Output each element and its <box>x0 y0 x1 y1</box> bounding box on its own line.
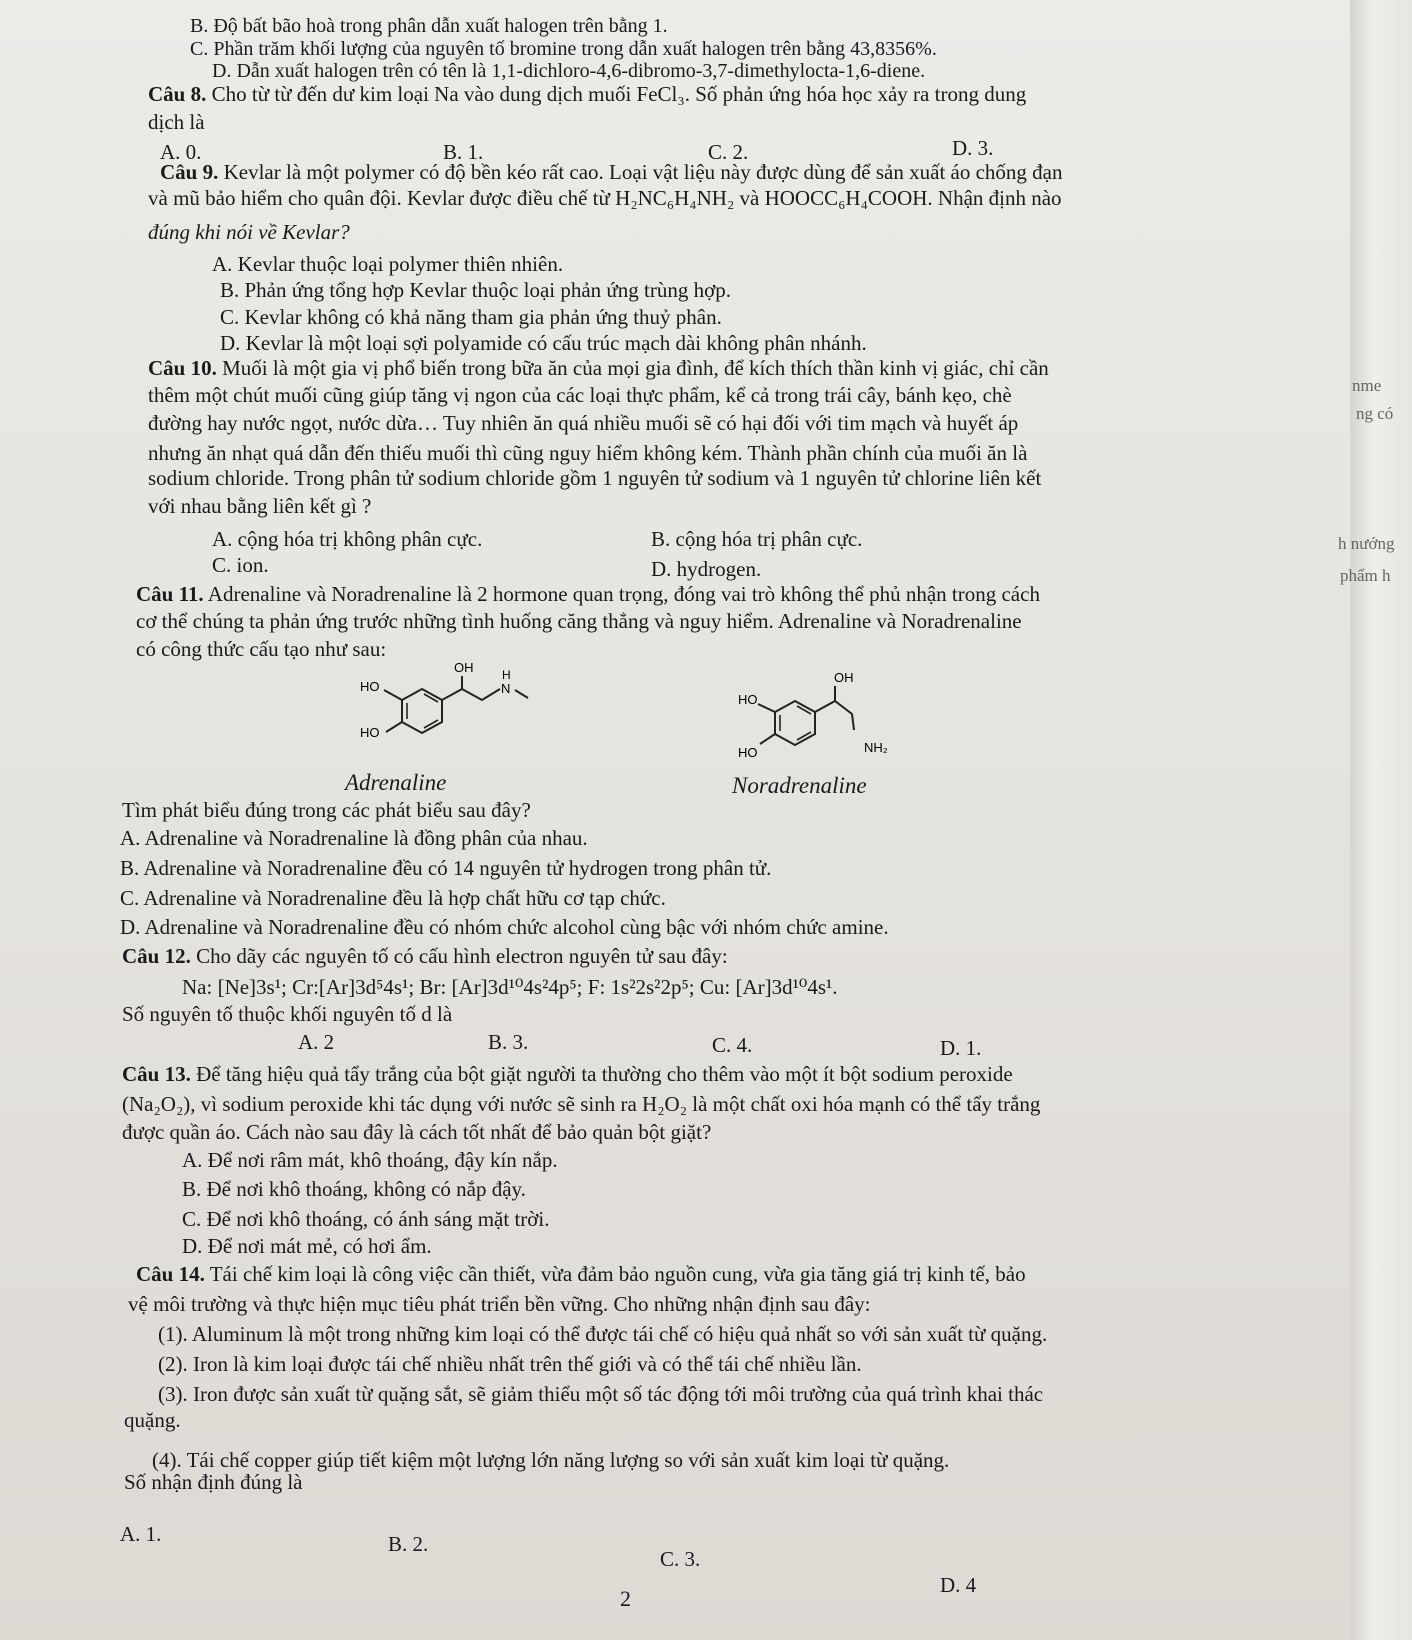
q14-option-c[interactable]: C. 3. <box>660 1547 701 1571</box>
q13-option-b[interactable]: B. Để nơi khô thoáng, không có nắp đậy. <box>182 1177 526 1201</box>
adrenaline-h-label: H <box>502 668 511 682</box>
q13-text-line2: (Na₂O₂), vì sodium peroxide khi tác dụng với nước sẽ sinh ra H₂O₂ là một chất oxi hóa mạnh có thể tẩy trắng <box>122 1092 1041 1116</box>
noradrenaline-name: Noradrenaline <box>732 773 867 798</box>
q11-option-c[interactable]: C. Adrenaline và Noradrenaline đều là hợp chất hữu cơ tạp chức. <box>120 886 666 910</box>
q10-text-line1: Câu 10. Muối là một gia vị phổ biến trong bữa ăn của mọi gia đình, để kích thích thần kinh vị giác, chỉ cần <box>148 356 1049 380</box>
q11-prompt: Tìm phát biểu đúng trong các phát biểu sau đây? <box>122 798 531 822</box>
q10-text-line2: thêm một chút muối cũng giúp tăng vị ngon của các loại thực phẩm, kể cả trong trái cây, bánh kẹo, chè <box>148 383 1012 407</box>
adrenaline-ho-label-2: HO <box>360 725 380 740</box>
q13-label: Câu 13. <box>122 1062 191 1086</box>
q11-option-a[interactable]: A. Adrenaline và Noradrenaline là đồng phân của nhau. <box>120 826 588 850</box>
adrenaline-n-label: N <box>501 681 511 696</box>
prev-option-c: C. Phần trăm khối lượng của nguyên tố bromine trong dẫn xuất halogen trên bằng 43,8356%. <box>190 38 937 60</box>
noradrenaline-side-chain <box>815 701 854 730</box>
q11-option-d[interactable]: D. Adrenaline và Noradrenaline đều có nhóm chức alcohol cùng bậc với nhóm chức amine. <box>120 915 889 939</box>
noradrenaline-ho-label-2: HO <box>738 745 758 760</box>
q8-label: Câu 8. <box>148 82 207 106</box>
q11-label: Câu 11. <box>136 582 204 606</box>
q8-text-line1: Câu 8. Cho từ từ đến dư kim loại Na vào dung dịch muối FeCl₃. Số phản ứng hóa học xảy ra trong dung <box>148 82 1027 106</box>
noradrenaline-benzene-ring <box>775 701 815 745</box>
noradrenaline-nh2-label: NH₂ <box>864 740 888 755</box>
q9-text-line1: Câu 9. Kevlar là một polymer có độ bền kéo rất cao. Loại vật liệu này được dùng để sản xuất áo chống đạn <box>160 160 1063 184</box>
q9-option-b[interactable]: B. Phản ứng tổng hợp Kevlar thuộc loại phản ứng trùng hợp. <box>220 278 731 302</box>
q9-option-a[interactable]: A. Kevlar thuộc loại polymer thiên nhiên. <box>212 252 564 276</box>
q8-option-b[interactable]: B. 1. <box>443 140 484 164</box>
q14-prompt: Số nhận định đúng là <box>124 1470 303 1494</box>
q12-option-a[interactable]: A. 2 <box>298 1030 335 1054</box>
q14-text-line2: vệ môi trường và thực hiện mục tiêu phát triển bền vững. Cho những nhận định sau đây: <box>128 1292 871 1316</box>
adrenaline-ho-label-1: HO <box>360 679 380 694</box>
q14-statement-1: (1). Aluminum là một trong những kim loại có thể được tái chế có hiệu quả nhất so với sản xuất từ quặng. <box>158 1322 1048 1346</box>
q10-text-line3: đường hay nước ngọt, nước dừa… Tuy nhiên ăn quá nhiều muối sẽ có hại đối với tim mạch và huyết áp <box>148 411 1019 435</box>
q14-option-d[interactable]: D. 4 <box>940 1573 977 1597</box>
q11-option-b[interactable]: B. Adrenaline và Noradrenaline đều có 14 nguyên tử hydrogen trong phân tử. <box>120 856 772 880</box>
q9-text-line3: đúng khi nói về Kevlar? <box>148 220 350 244</box>
adrenaline-side-chain <box>442 689 500 700</box>
q14-option-a[interactable]: A. 1. <box>120 1522 162 1546</box>
adrenaline-name: Adrenaline <box>345 770 447 795</box>
page-fold <box>1350 0 1412 1640</box>
prev-option-b: B. Độ bất bão hoà trong phân dẫn xuất halogen trên bằng 1. <box>190 15 668 37</box>
adrenaline-benzene-ring <box>402 689 442 733</box>
q11-text-line2: cơ thể chúng ta phản ứng trước những tình huống căng thẳng và nguy hiểm. Adrenaline và Noradrenaline <box>136 609 1022 633</box>
q9-text-line2: và mũ bảo hiểm cho quân đội. Kevlar được điều chế từ H₂NC₆H₄NH₂ và HOOCC₆H₄COOH. Nhận định nào <box>148 186 1062 210</box>
q12-label: Câu 12. <box>122 944 191 968</box>
q12-config: Na: [Ne]3s¹; Cr:[Ar]3d⁵4s¹; Br: [Ar]3d¹⁰4s²4p⁵; F: 1s²2s²2p⁵; Cu: [Ar]3d¹⁰4s¹. <box>182 975 838 999</box>
q13-option-d[interactable]: D. Để nơi mát mẻ, có hơi ẩm. <box>182 1234 432 1258</box>
prev-option-d: D. Dẫn xuất halogen trên có tên là 1,1-dichloro-4,6-dibromo-3,7-dimethylocta-1,6-diene. <box>212 60 926 82</box>
q12-option-b[interactable]: B. 3. <box>488 1030 529 1054</box>
q13-option-a[interactable]: A. Để nơi râm mát, khô thoáng, đậy kín nắp. <box>182 1148 558 1172</box>
margin-fragment-4: phẩm h <box>1340 566 1391 585</box>
adrenaline-oh-label: OH <box>454 660 474 675</box>
q14-statement-3-cont: quặng. <box>124 1408 181 1432</box>
margin-fragment-3: h nướng <box>1338 534 1395 553</box>
noradrenaline-structure <box>730 672 900 772</box>
q10-option-c[interactable]: C. ion. <box>212 553 269 577</box>
q11-text-line3: có công thức cấu tạo như sau: <box>136 637 387 661</box>
q14-statement-4: (4). Tái chế copper giúp tiết kiệm một lượng lớn năng lượng so với sản xuất kim loại từ quặng. <box>152 1448 950 1472</box>
q14-label: Câu 14. <box>136 1262 205 1286</box>
margin-fragment-1: nme <box>1352 376 1382 395</box>
q10-option-d[interactable]: D. hydrogen. <box>651 557 762 581</box>
q8-option-a[interactable]: A. 0. <box>160 140 202 164</box>
q11-text-line1: Câu 11. Adrenaline và Noradrenaline là 2 hormone quan trọng, đóng vai trò không thể phủ nhận trong cách <box>136 582 1040 606</box>
q8-option-d[interactable]: D. 3. <box>952 136 994 160</box>
q8-text-line2: dịch là <box>148 110 205 134</box>
q12-text-line1: Câu 12. Cho dãy các nguyên tố có cấu hình electron nguyên tử sau đây: <box>122 944 728 968</box>
page-number: 2 <box>620 1586 631 1611</box>
q9-option-d[interactable]: D. Kevlar là một loại sợi polyamide có cấu trúc mạch dài không phân nhánh. <box>220 331 867 355</box>
q10-text-line6: với nhau bằng liên kết gì ? <box>148 494 372 518</box>
q10-option-a[interactable]: A. cộng hóa trị không phân cực. <box>212 527 483 551</box>
q10-label: Câu 10. <box>148 356 217 380</box>
q13-text-line1: Câu 13. Để tăng hiệu quả tẩy trắng của bột giặt người ta thường cho thêm vào một ít bột sodium peroxide <box>122 1062 1013 1086</box>
q10-option-b[interactable]: B. cộng hóa trị phân cực. <box>651 527 863 551</box>
q10-text-line4: nhưng ăn nhạt quá dẫn đến thiếu muối thì cũng nguy hiểm không kém. Thành phần chính của muối ăn là <box>148 441 1028 465</box>
q12-option-d[interactable]: D. 1. <box>940 1036 982 1060</box>
q10-text-line5: sodium chloride. Trong phân tử sodium chloride gồm 1 nguyên tử sodium và 1 nguyên tử chlorine liên kết <box>148 466 1042 490</box>
q14-statement-3: (3). Iron được sản xuất từ quặng sắt, sẽ giảm thiểu một số tác động tới môi trường của quá trình khai thác <box>158 1382 1044 1406</box>
q9-option-c[interactable]: C. Kevlar không có khả năng tham gia phản ứng thuỷ phân. <box>220 305 722 329</box>
q8-option-c[interactable]: C. 2. <box>708 140 749 164</box>
q14-text-line1: Câu 14. Tái chế kim loại là công việc cần thiết, vừa đảm bảo nguồn cung, vừa gia tăng giá trị kinh tế, bảo <box>136 1262 1026 1286</box>
q14-statement-2: (2). Iron là kim loại được tái chế nhiều nhất trên thế giới và có thể tái chế nhiều lần. <box>158 1352 862 1376</box>
q14-option-b[interactable]: B. 2. <box>388 1532 429 1556</box>
margin-fragment-2: ng có <box>1356 404 1394 423</box>
q13-option-c[interactable]: C. Để nơi khô thoáng, có ánh sáng mặt trời. <box>182 1207 550 1231</box>
q9-label: Câu 9. <box>160 160 219 184</box>
q12-text-line2: Số nguyên tố thuộc khối nguyên tố d là <box>122 1002 453 1026</box>
noradrenaline-ho-label-1: HO <box>738 692 758 707</box>
adrenaline-structure <box>350 660 540 770</box>
q12-option-c[interactable]: C. 4. <box>712 1033 753 1057</box>
q13-text-line3: được quần áo. Cách nào sau đây là cách tốt nhất để bảo quản bột giặt? <box>122 1120 712 1144</box>
noradrenaline-oh-label: OH <box>834 672 854 685</box>
